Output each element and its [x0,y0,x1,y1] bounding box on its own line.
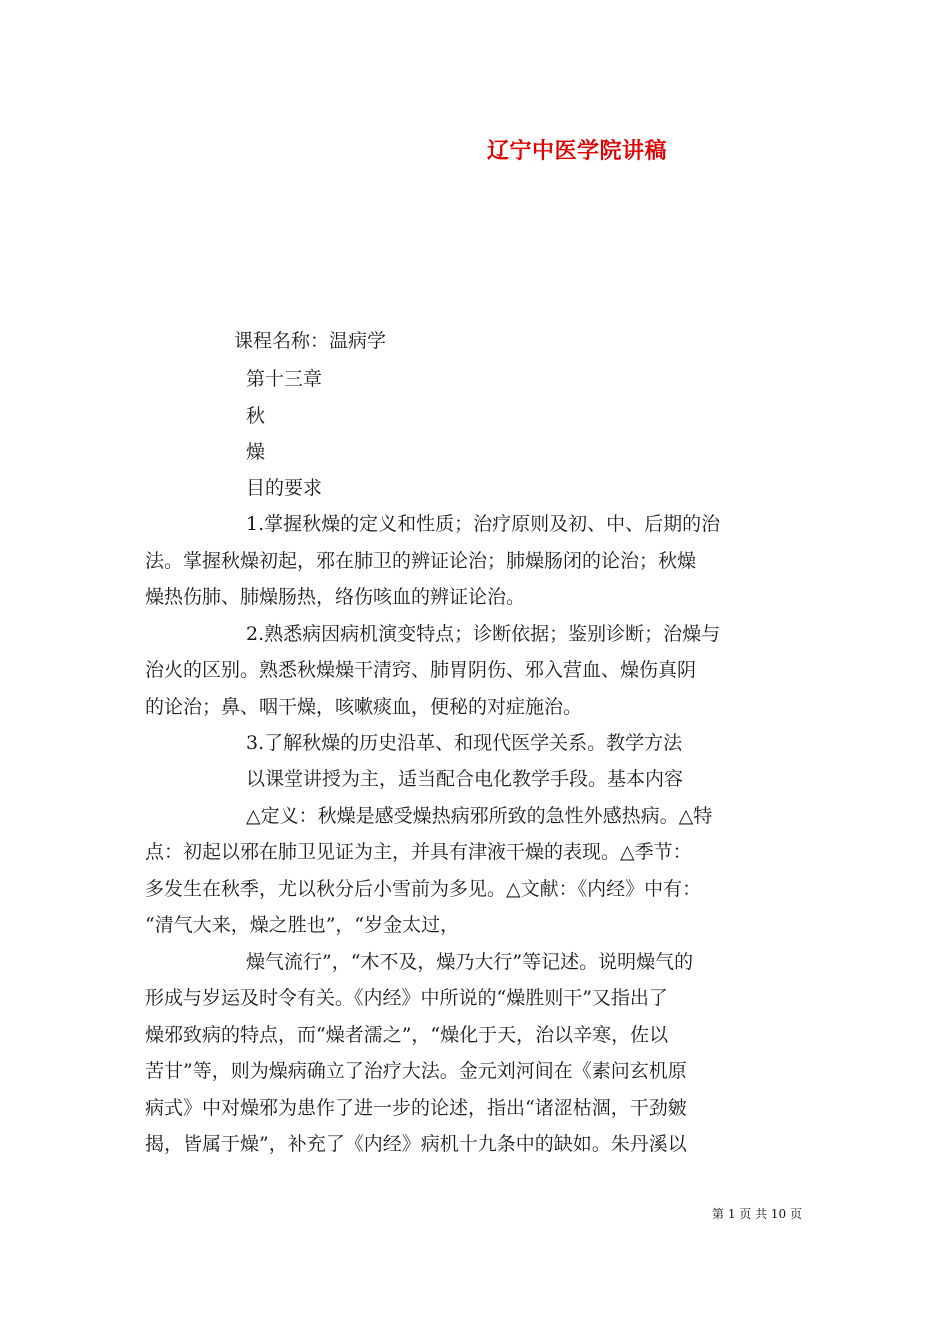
body-line: 病式》中对燥邪为患作了进一步的论述，指出“诸涩枯涸，干劲皴 [145,1097,687,1119]
chapter-title-char-1: 秋 [246,405,266,427]
body-line: 形成与岁运及时令有关。《内经》中所说的“燥胜则干”又指出了 [145,987,668,1009]
chapter-line: 第十三章 [246,368,323,390]
body-line: 3.了解秋燥的历史沿革、和现代医学关系。教学方法 [246,732,683,754]
body-line: 燥气流行”，“木不及，燥乃大行”等记述。说明燥气的 [246,951,694,973]
body-line: 燥热伤肺、肺燥肠热，络伤咳血的辨证论治。 [145,586,526,608]
chapter-title-char-2: 燥 [246,441,266,463]
section-heading-objectives: 目的要求 [246,477,323,499]
body-line: “清气大来，燥之胜也”，“岁金太过， [145,914,460,936]
body-line: 的论治；鼻、咽干燥，咳嗽痰血，便秘的对症施治。 [145,696,583,718]
course-name-line: 课程名称：温病学 [234,330,387,352]
body-line: 多发生在秋季，尤以秋分后小雪前为多见。△文献：《内经》中有： [145,878,702,900]
body-line: 法。掌握秋燥初起，邪在肺卫的辨证论治；肺燥肠闭的论治；秋燥 [145,550,697,572]
body-line: 治火的区别。熟悉秋燥燥干清窍、肺胃阴伤、邪入营血、燥伤真阴 [145,659,697,681]
body-line: 揭，皆属于燥”，补充了《内经》病机十九条中的缺如。朱丹溪以 [145,1133,687,1155]
page-number: 第 1 页 共 10 页 [712,1207,802,1221]
body-line: 点：初起以邪在肺卫见证为主，并具有津液干燥的表现。△季节： [145,841,692,863]
body-line: 苦甘”等，则为燥病确立了治疗大法。金元刘河间在《素问玄机原 [145,1060,687,1082]
body-line: △定义：秋燥是感受燥热病邪所致的急性外感热病。△特 [246,805,713,827]
body-line: 以课堂讲授为主，适当配合电化教学手段。基本内容 [246,768,684,790]
body-line: 2.熟悉病因病机演变特点；诊断依据；鉴别诊断；治燥与 [246,623,721,645]
body-line: 燥邪致病的特点，而“燥者濡之”，“燥化于天，治以辛寒，佐以 [145,1024,669,1046]
document-title: 辽宁中医学院讲稿 [487,139,668,164]
body-line: 1.掌握秋燥的定义和性质；治疗原则及初、中、后期的治 [246,513,721,535]
